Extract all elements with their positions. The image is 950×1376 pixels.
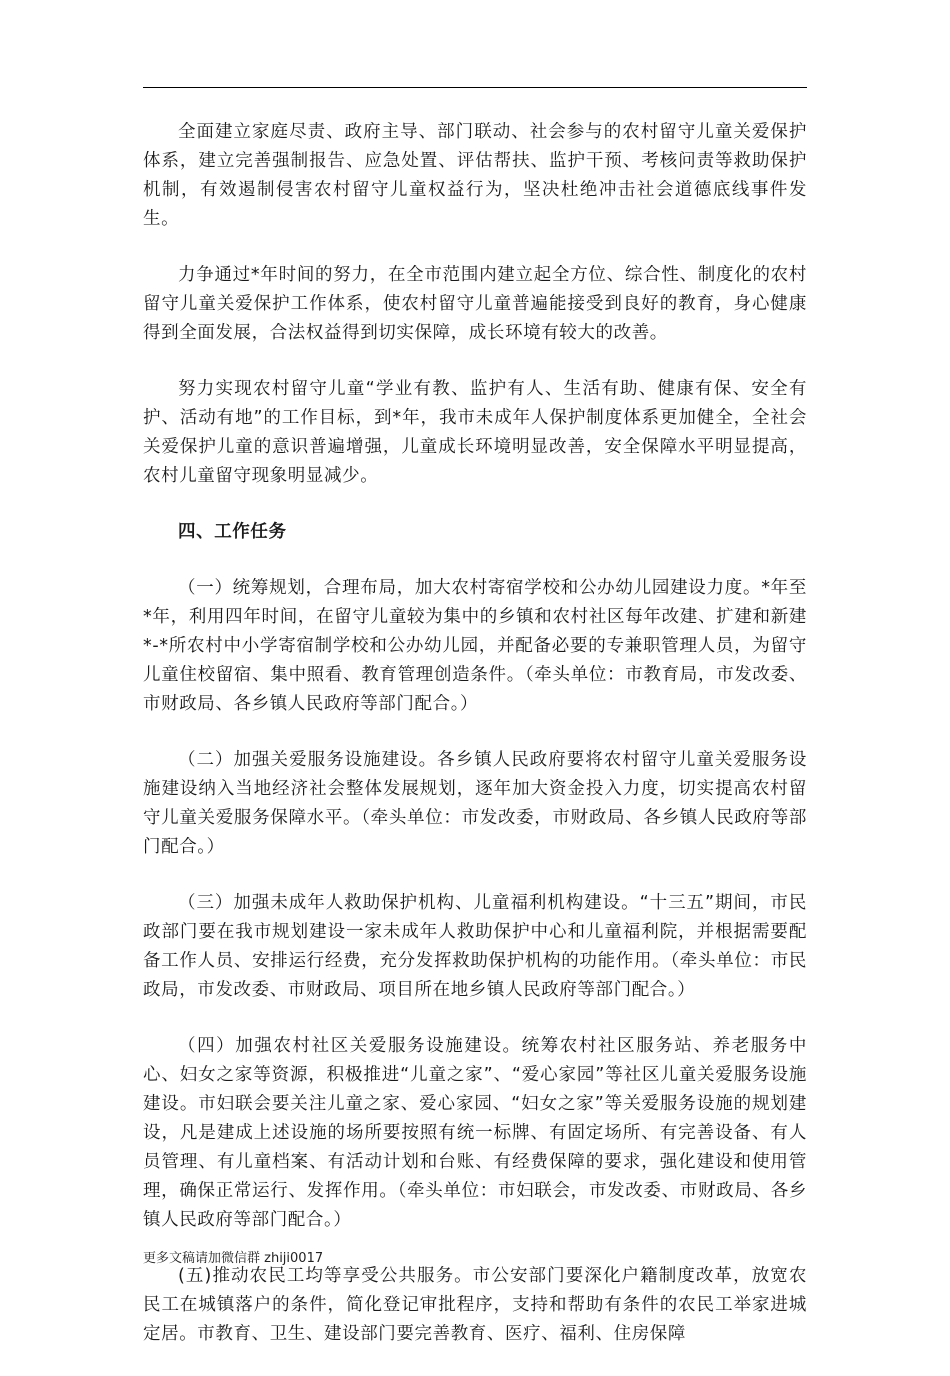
- section-heading: 四、工作任务: [178, 522, 287, 542]
- paragraph: 努力实现农村留守儿童“学业有教、监护有人、生活有助、健康有保、安全有护、活动有地”的工作目标，到*年，我市未成年人保护制度体系更加健全，全社会关爱保护儿童的意识普遍增强，儿童成长环境明显改善，安全保障水平明显提高，农村儿童留守现象明显减少。: [143, 379, 807, 486]
- task-paragraph: （三）加强未成年人救助保护机构、儿童福利机构建设。“十三五”期间，市民政部门要在我市规划建设一家未成年人救助保护中心和儿童福利院，并根据需要配备工作人员、安排运行经费，充分发挥救助保护机构的功能作用。（牵头单位：市民政局，市发改委、市财政局、项目所在地乡镇人民政府等部门配合。）: [143, 893, 807, 1000]
- task-paragraph: （一）统筹规划，合理布局，加大农村寄宿学校和公办幼儿园建设力度。*年至*年，利用四年时间，在留守儿童较为集中的乡镇和农村社区每年改建、扩建和新建*-*所农村中小学寄宿制学校和公办幼儿园，并配备必要的专兼职管理人员，为留守儿童住校留宿、集中照看、教育管理创造条件。（牵头单位：市教育局，市发改委、市财政局、各乡镇人民政府等部门配合。）: [143, 578, 807, 714]
- task-paragraph: （二）加强关爱服务设施建设。各乡镇人民政府要将农村留守儿童关爱服务设施建设纳入当地经济社会整体发展规划，逐年加大资金投入力度，切实提高农村留守儿童关爱服务保障水平。（牵头单位：市发改委，市财政局、各乡镇人民政府等部门配合。）: [143, 750, 807, 857]
- header-rule: [143, 87, 807, 88]
- task-paragraph: (五)推动农民工均等享受公共服务。市公安部门要深化户籍制度改革，放宽农民工在城镇落户的条件，简化登记审批程序，支持和帮助有条件的农民工举家进城定居。市教育、卫生、建设部门要完善教育、医疗、福利、住房保障: [143, 1266, 807, 1344]
- paragraph: 力争通过*年时间的努力，在全市范围内建立起全方位、综合性、制度化的农村留守儿童关爱保护工作体系，使农村留守儿童普遍能接受到良好的教育，身心健康得到全面发展，合法权益得到切实保障，成长环境有较大的改善。: [143, 265, 807, 343]
- paragraph: 全面建立家庭尽责、政府主导、部门联动、社会参与的农村留守儿童关爱保护体系，建立完善强制报告、应急处置、评估帮扶、监护干预、考核问责等救助保护机制，有效遏制侵害农村留守儿童权益行为，坚决杜绝冲击社会道德底线事件发生。: [143, 122, 807, 229]
- task-paragraph: （四）加强农村社区关爱服务设施建设。统筹农村社区服务站、养老服务中心、妇女之家等资源，积极推进“儿童之家”、“爱心家园”等社区儿童关爱服务设施建设。市妇联会要关注儿童之家、爱心家园、“妇女之家”等关爱服务设施的规划建设，凡是建成上述设施的场所要按照有统一标牌、有固定场所、有完善设备、有人员管理、有儿童档案、有活动计划和台账、有经费保障的要求，强化建设和使用管理，确保正常运行、发挥作用。（牵头单位：市妇联会，市发改委、市财政局、各乡镇人民政府等部门配合。）: [143, 1036, 807, 1230]
- document-body: [143, 118, 807, 1376]
- footer-note: 更多文稿请加微信群 zhiji0017: [143, 1251, 324, 1266]
